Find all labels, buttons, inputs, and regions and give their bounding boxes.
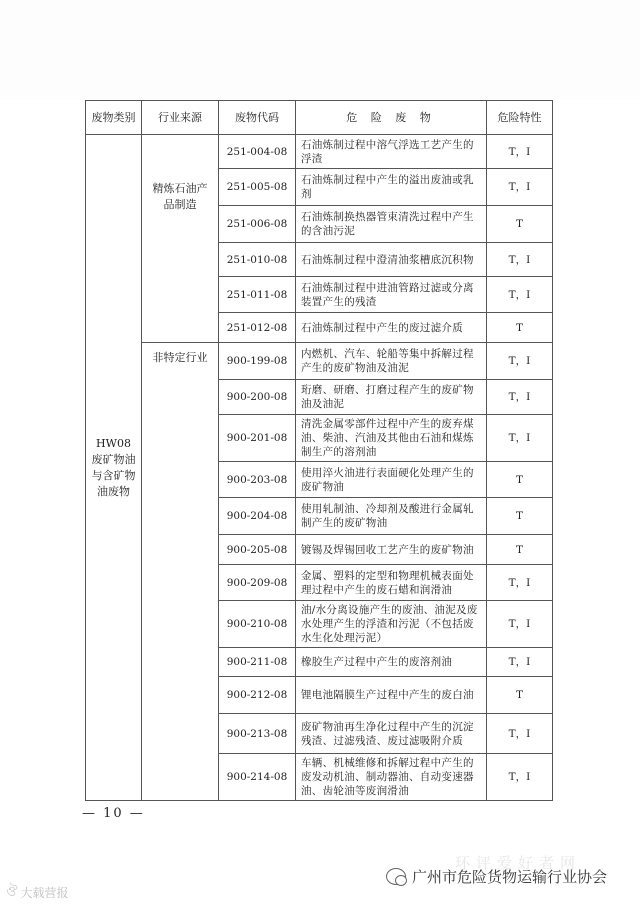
table-header-row xyxy=(86,101,553,135)
hazard-property: T，I xyxy=(487,277,553,313)
header-category: 废物类别 xyxy=(86,101,142,135)
hazardous-waste-table xyxy=(85,100,553,801)
hazard-description: 石油炼制过程中产生的废过滤介质 xyxy=(296,313,487,343)
waste-category-cell xyxy=(86,135,142,801)
waste-code: 900-205-08 xyxy=(219,535,296,565)
hazard-description: 石油炼制过程中溶气浮选工艺产生的浮渣 xyxy=(296,135,487,169)
hazard-description: 内燃机、汽车、轮船等集中拆解过程产生的废矿物油及油泥 xyxy=(296,343,487,380)
hazard-property: T，I xyxy=(487,415,553,462)
industry-refining-line1: 精炼石油产 xyxy=(152,182,208,195)
hazard-property: T，I xyxy=(487,243,553,277)
category-code: HW08 xyxy=(96,436,131,450)
hazard-description: 清洗金属零部件过程中产生的废弃煤油、柴油、汽油及其他由石油和煤炼制生产的溶剂油 xyxy=(296,415,487,462)
hazard-property: T，I xyxy=(487,169,553,206)
hazard-description: 橡胶生产过程中产生的废溶剂油 xyxy=(296,648,487,677)
source-watermark-text: 大载营报 xyxy=(20,885,69,900)
waste-code: 251-005-08 xyxy=(219,169,296,206)
header-property: 危险特性 xyxy=(487,101,553,135)
source-watermark xyxy=(6,880,69,904)
waste-code: 251-010-08 xyxy=(219,243,296,277)
waste-code: 900-210-08 xyxy=(219,601,296,648)
publisher-watermark xyxy=(386,866,607,887)
publisher-name: 广州市危险货物运输行业协会 xyxy=(412,868,608,886)
hazard-property: T，I xyxy=(487,754,553,801)
hazard-description: 石油炼制过程中进油管路过滤或分离装置产生的残渣 xyxy=(296,277,487,313)
header-hazard: 危 险 废 物 xyxy=(296,101,487,135)
waste-code: 900-209-08 xyxy=(219,565,296,601)
hazard-property: T，I xyxy=(487,135,553,169)
hazard-property: T，I xyxy=(487,565,553,601)
hazard-description: 锂电池隔膜生产过程中产生的废白油 xyxy=(296,677,487,714)
industry-refining-line2: 品制造 xyxy=(163,198,197,211)
hazard-description: 使用轧制油、冷却剂及酸进行金属轧制产生的废矿物油 xyxy=(296,498,487,535)
hazard-property: T，I xyxy=(487,601,553,648)
table-row xyxy=(86,135,553,169)
hazard-description: 车辆、机械维修和拆解过程中产生的废发动机油、制动器油、自动变速器油、齿轮油等废润滑油 xyxy=(296,754,487,801)
waste-code: 251-011-08 xyxy=(219,277,296,313)
waste-code: 251-006-08 xyxy=(219,206,296,243)
waste-code: 900-211-08 xyxy=(219,648,296,677)
hazard-description: 镀锡及焊锡回收工艺产生的废矿物油 xyxy=(296,535,487,565)
waste-code: 900-200-08 xyxy=(219,380,296,415)
hazard-property: T，I xyxy=(487,714,553,754)
hazard-description: 珩磨、研磨、打磨过程产生的废矿物油及油泥 xyxy=(296,380,487,415)
category-name-1: 废矿物油 xyxy=(91,452,136,466)
hazard-description: 石油炼制过程中澄清油浆槽底沉积物 xyxy=(296,243,487,277)
category-name-2: 与含矿物 xyxy=(91,468,136,482)
hazard-description: 油/水分离设施产生的废油、油泥及废水处理产生的浮渣和污泥（不包括废水生化处理污泥） xyxy=(296,601,487,648)
industry-refining-cell xyxy=(142,135,219,343)
waste-code: 900-201-08 xyxy=(219,415,296,462)
hazard-description: 石油炼制过程中产生的溢出废油或乳剂 xyxy=(296,169,487,206)
hazard-property: T xyxy=(487,677,553,714)
weibo-logo-icon: ঔ xyxy=(6,884,18,900)
waste-code: 251-004-08 xyxy=(219,135,296,169)
waste-code: 900-199-08 xyxy=(219,343,296,380)
page-number: — 10 — xyxy=(82,806,145,821)
hazard-description: 石油炼制换热器管束清洗过程中产生的含油污泥 xyxy=(296,206,487,243)
hazard-property: T xyxy=(487,313,553,343)
page-top-margin xyxy=(0,0,640,100)
hazard-description: 废矿物油再生净化过程中产生的沉淀残渣、过滤残渣、废过滤吸附介质 xyxy=(296,714,487,754)
hazard-description: 使用淬火油进行表面硬化处理产生的废矿物油 xyxy=(296,462,487,498)
faint-watermark: 环评爱好者网 xyxy=(455,854,582,872)
waste-code: 900-214-08 xyxy=(219,754,296,801)
hazard-property: T，I xyxy=(487,380,553,415)
wechat-icon xyxy=(386,868,406,885)
waste-code: 251-012-08 xyxy=(219,313,296,343)
hazard-property: T xyxy=(487,498,553,535)
waste-code: 900-204-08 xyxy=(219,498,296,535)
hazard-property: T xyxy=(487,535,553,565)
waste-code: 900-213-08 xyxy=(219,714,296,754)
table-row xyxy=(86,343,553,380)
waste-code: 900-212-08 xyxy=(219,677,296,714)
header-industry: 行业来源 xyxy=(142,101,219,135)
industry-nonspecific-cell: 非特定行业 xyxy=(142,343,219,801)
hazard-property: T xyxy=(487,206,553,243)
hazard-property: T，I xyxy=(487,343,553,380)
category-name-3: 油废物 xyxy=(97,484,130,498)
hazard-property: T，I xyxy=(487,648,553,677)
hazard-description: 金属、塑料的定型和物理机械表面处理过程中产生的废石蜡和润滑油 xyxy=(296,565,487,601)
hazard-property: T xyxy=(487,462,553,498)
header-code: 废物代码 xyxy=(219,101,296,135)
waste-code: 900-203-08 xyxy=(219,462,296,498)
